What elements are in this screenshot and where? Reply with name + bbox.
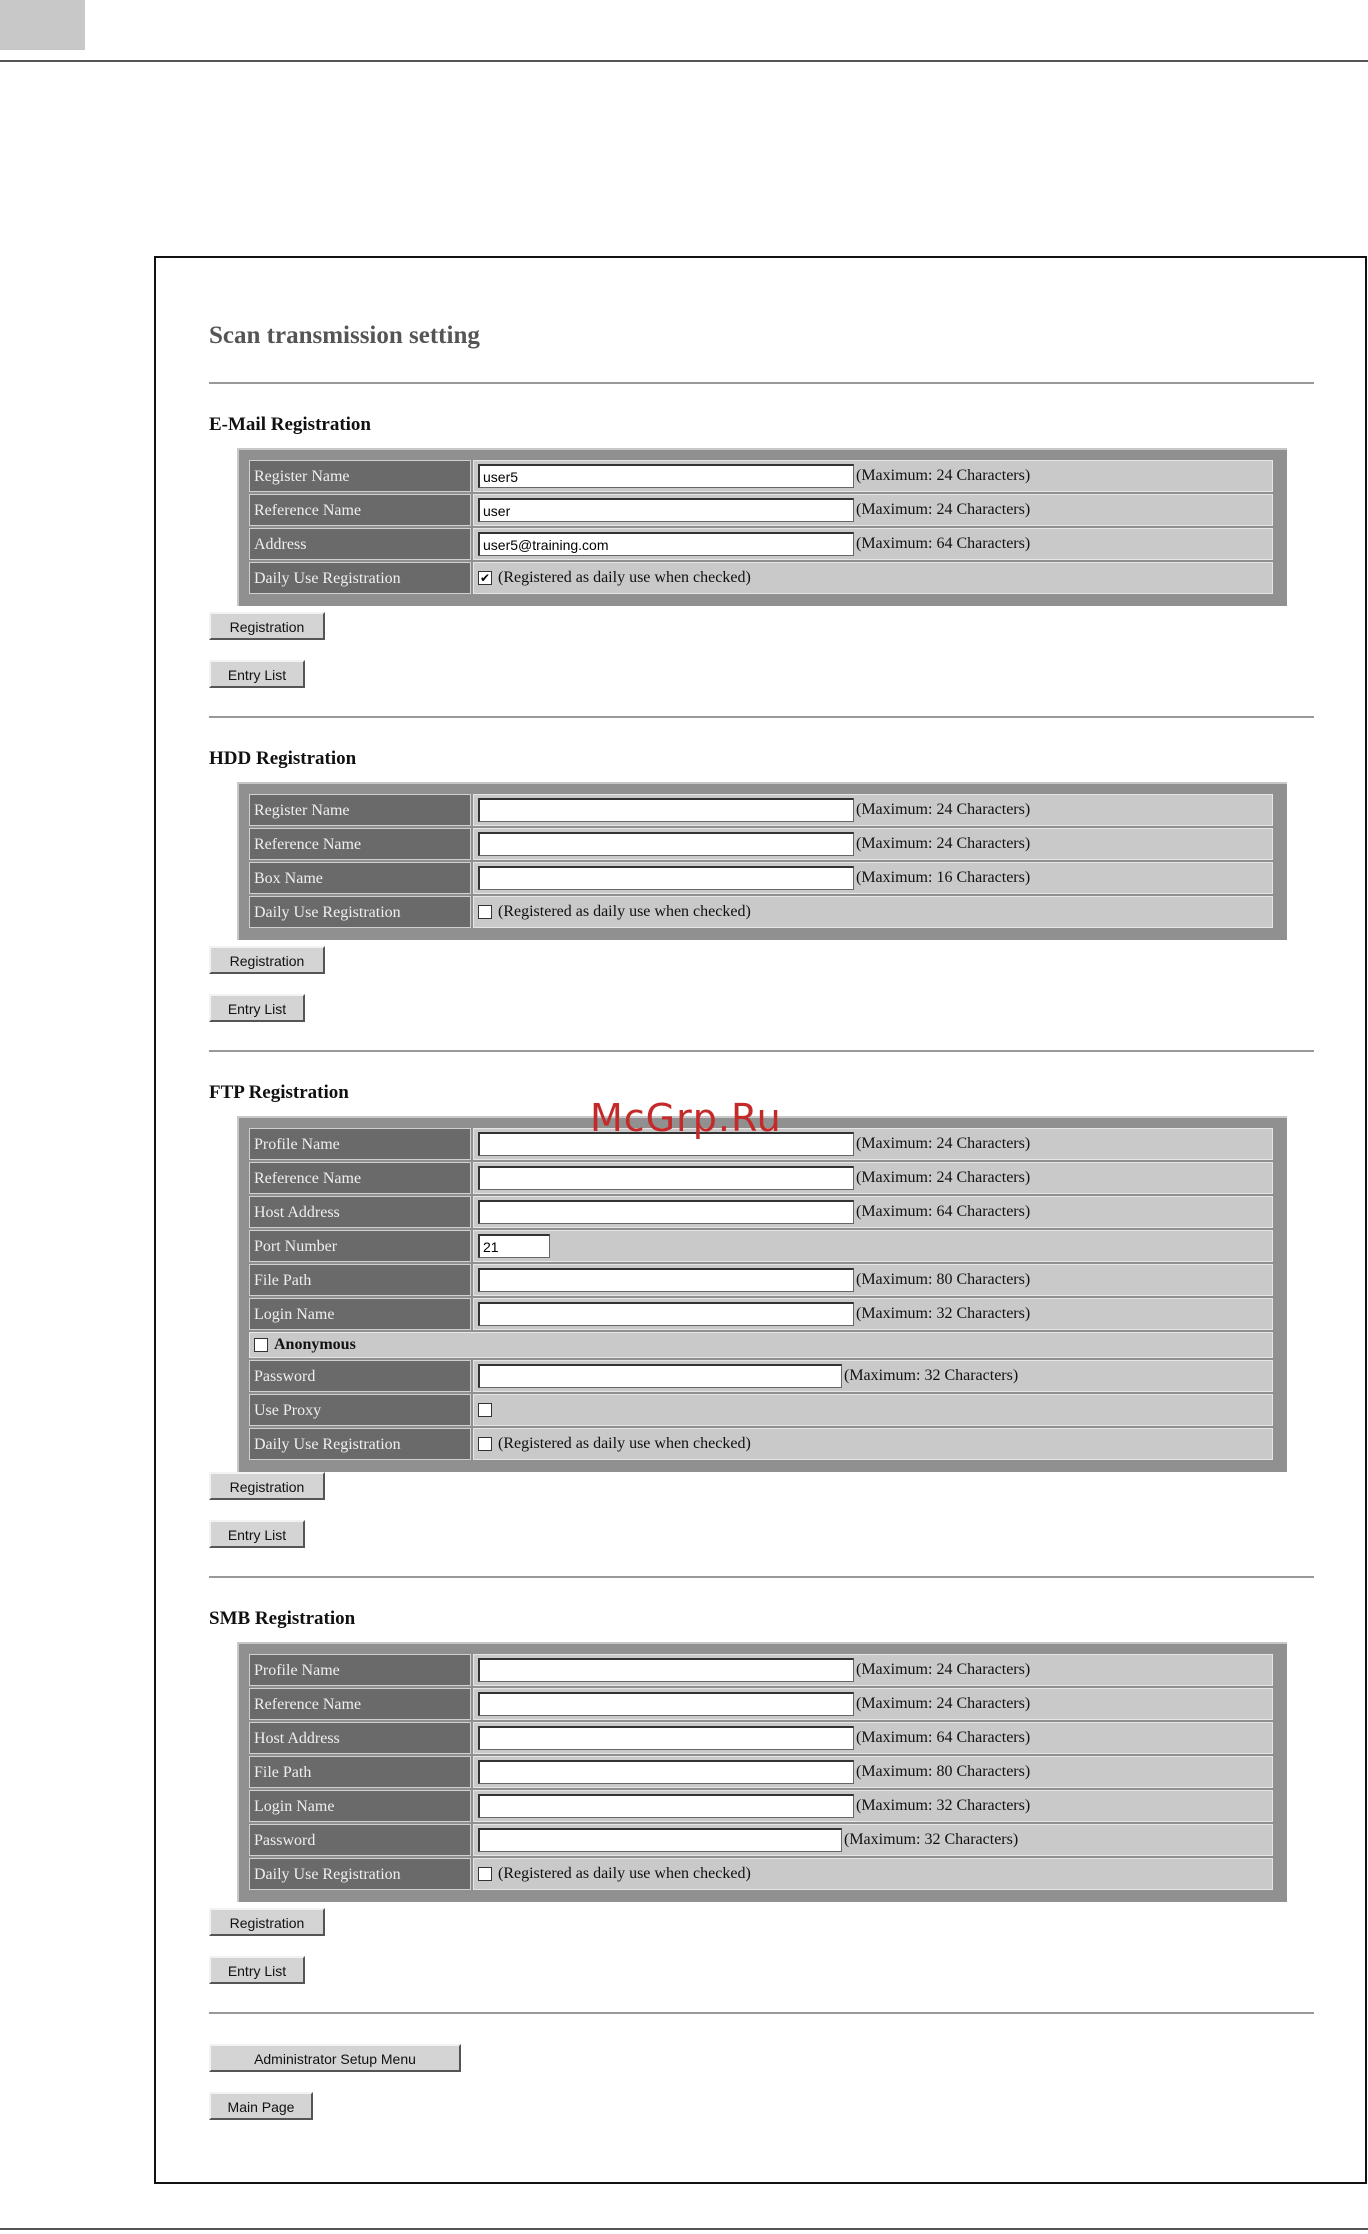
max-chars-hint: (Maximum: 32 Characters): [856, 1797, 1031, 1814]
section-divider: [209, 382, 1314, 384]
max-chars-hint: (Maximum: 32 Characters): [844, 1367, 1019, 1384]
form-row-reference-name: [249, 494, 1273, 526]
field-label: Profile Name: [249, 1128, 471, 1160]
section-divider: [209, 716, 1314, 718]
daily-use-text: (Registered as daily use when checked): [498, 1435, 751, 1452]
daily-use-checkbox[interactable]: [478, 1867, 492, 1881]
field-label: Daily Use Registration: [249, 1858, 471, 1890]
email-form-panel: [237, 448, 1287, 606]
field-label: Register Name: [249, 794, 471, 826]
field-label: Reference Name: [249, 1162, 471, 1194]
field-label: Register Name: [249, 460, 471, 492]
header-rule: [0, 60, 1368, 62]
reference-name-input[interactable]: [478, 1692, 854, 1716]
file-path-input[interactable]: [478, 1760, 854, 1784]
daily-use-text: (Registered as daily use when checked): [498, 1865, 751, 1882]
form-row-host-address: [249, 1196, 1273, 1228]
form-row-use-proxy: [249, 1394, 1273, 1426]
max-chars-hint: (Maximum: 80 Characters): [856, 1271, 1031, 1288]
section-divider: [209, 1576, 1314, 1578]
max-chars-hint: (Maximum: 64 Characters): [856, 1729, 1031, 1746]
anonymous-checkbox[interactable]: [254, 1338, 268, 1352]
footer-rule: [0, 2228, 1368, 2230]
field-label: Daily Use Registration: [249, 1428, 471, 1460]
section-title: SMB Registration: [209, 1608, 356, 1629]
smb-entry-list-button[interactable]: Entry List: [209, 1956, 305, 1984]
daily-use-text: (Registered as daily use when checked): [498, 569, 751, 586]
field-label: Profile Name: [249, 1654, 471, 1686]
screenshot-frame: [154, 256, 1367, 2184]
address-input[interactable]: user5@training.com: [478, 532, 854, 556]
max-chars-hint: (Maximum: 24 Characters): [856, 1661, 1031, 1678]
field-label: Password: [249, 1360, 471, 1392]
field-label: Daily Use Registration: [249, 562, 471, 594]
host-address-input[interactable]: [478, 1726, 854, 1750]
form-row-register-name: [249, 794, 1273, 826]
max-chars-hint: (Maximum: 16 Characters): [856, 869, 1031, 886]
form-row-login-name: [249, 1790, 1273, 1822]
form-row-file-path: [249, 1756, 1273, 1788]
max-chars-hint: (Maximum: 32 Characters): [856, 1305, 1031, 1322]
port-number-input[interactable]: 21: [478, 1234, 550, 1258]
max-chars-hint: (Maximum: 24 Characters): [856, 501, 1031, 518]
form-row-box-name: [249, 862, 1273, 894]
section-divider: [209, 1050, 1314, 1052]
anonymous-label: Anonymous: [274, 1336, 356, 1353]
form-row-login-name: [249, 1298, 1273, 1330]
form-row-address: [249, 528, 1273, 560]
smb-registration-button[interactable]: Registration: [209, 1908, 325, 1936]
box-name-input[interactable]: [478, 866, 854, 890]
section-title: HDD Registration: [209, 748, 357, 769]
max-chars-hint: (Maximum: 24 Characters): [856, 1135, 1031, 1152]
form-row-daily-use: [249, 1428, 1273, 1460]
ftp-registration-button[interactable]: Registration: [209, 1472, 325, 1500]
field-label: Address: [249, 528, 471, 560]
form-row-register-name: [249, 460, 1273, 492]
max-chars-hint: (Maximum: 64 Characters): [856, 535, 1031, 552]
hdd-entry-list-button[interactable]: Entry List: [209, 994, 305, 1022]
field-label: Login Name: [249, 1298, 471, 1330]
field-label: Box Name: [249, 862, 471, 894]
page-corner-tab: [0, 0, 85, 50]
hdd-form-panel: [237, 782, 1287, 940]
field-label: Port Number: [249, 1230, 471, 1262]
field-label: Reference Name: [249, 828, 471, 860]
field-label: Password: [249, 1824, 471, 1856]
main-page-button[interactable]: Main Page: [209, 2092, 313, 2120]
daily-use-text: (Registered as daily use when checked): [498, 903, 751, 920]
smb-form-panel: [237, 1642, 1287, 1902]
reference-name-input[interactable]: [478, 1166, 854, 1190]
field-label: Host Address: [249, 1722, 471, 1754]
watermark-text: McGrp.Ru: [590, 1096, 782, 1140]
form-row-port-number: [249, 1230, 1273, 1262]
form-row-reference-name: [249, 1162, 1273, 1194]
email-registration-button[interactable]: Registration: [209, 612, 325, 640]
daily-use-checkbox[interactable]: [478, 905, 492, 919]
page-title: Scan transmission setting: [209, 322, 480, 349]
form-row-profile-name: [249, 1654, 1273, 1686]
ftp-entry-list-button[interactable]: Entry List: [209, 1520, 305, 1548]
use-proxy-checkbox[interactable]: [478, 1403, 492, 1417]
file-path-input[interactable]: [478, 1268, 854, 1292]
max-chars-hint: (Maximum: 24 Characters): [856, 801, 1031, 818]
register-name-input[interactable]: user5: [478, 464, 854, 488]
max-chars-hint: (Maximum: 24 Characters): [856, 1695, 1031, 1712]
max-chars-hint: (Maximum: 80 Characters): [856, 1763, 1031, 1780]
form-row-daily-use: [249, 1858, 1273, 1890]
form-row-reference-name: [249, 1688, 1273, 1720]
field-label: Reference Name: [249, 494, 471, 526]
form-row-reference-name: [249, 828, 1273, 860]
reference-name-input[interactable]: [478, 832, 854, 856]
form-row-host-address: [249, 1722, 1273, 1754]
max-chars-hint: (Maximum: 64 Characters): [856, 1203, 1031, 1220]
password-input[interactable]: [478, 1364, 842, 1388]
form-row-daily-use: [249, 562, 1273, 594]
max-chars-hint: (Maximum: 24 Characters): [856, 1169, 1031, 1186]
field-label: Use Proxy: [249, 1394, 471, 1426]
login-name-input[interactable]: [478, 1794, 854, 1818]
section-title: FTP Registration: [209, 1082, 349, 1103]
profile-name-input[interactable]: [478, 1658, 854, 1682]
ftp-form-panel: [237, 1116, 1287, 1472]
section-divider: [209, 2012, 1314, 2014]
daily-use-checkbox[interactable]: [478, 1437, 492, 1451]
max-chars-hint: (Maximum: 24 Characters): [856, 835, 1031, 852]
register-name-input[interactable]: [478, 798, 854, 822]
password-input[interactable]: [478, 1828, 842, 1852]
field-label: Host Address: [249, 1196, 471, 1228]
daily-use-checkbox[interactable]: ✔: [479, 571, 491, 585]
administrator-setup-menu-button[interactable]: Administrator Setup Menu: [209, 2044, 461, 2072]
field-label: File Path: [249, 1756, 471, 1788]
email-entry-list-button[interactable]: Entry List: [209, 660, 305, 688]
login-name-input[interactable]: [478, 1302, 854, 1326]
form-row-password: [249, 1824, 1273, 1856]
host-address-input[interactable]: [478, 1200, 854, 1224]
form-row-file-path: [249, 1264, 1273, 1296]
field-label: File Path: [249, 1264, 471, 1296]
form-row-password: [249, 1360, 1273, 1392]
form-row-anonymous: [249, 1332, 1273, 1358]
reference-name-input[interactable]: user: [478, 498, 854, 522]
field-label: Daily Use Registration: [249, 896, 471, 928]
section-title: E-Mail Registration: [209, 414, 372, 435]
field-label: Login Name: [249, 1790, 471, 1822]
max-chars-hint: (Maximum: 24 Characters): [856, 467, 1031, 484]
field-label: Reference Name: [249, 1688, 471, 1720]
max-chars-hint: (Maximum: 32 Characters): [844, 1831, 1019, 1848]
hdd-registration-button[interactable]: Registration: [209, 946, 325, 974]
form-row-daily-use: [249, 896, 1273, 928]
